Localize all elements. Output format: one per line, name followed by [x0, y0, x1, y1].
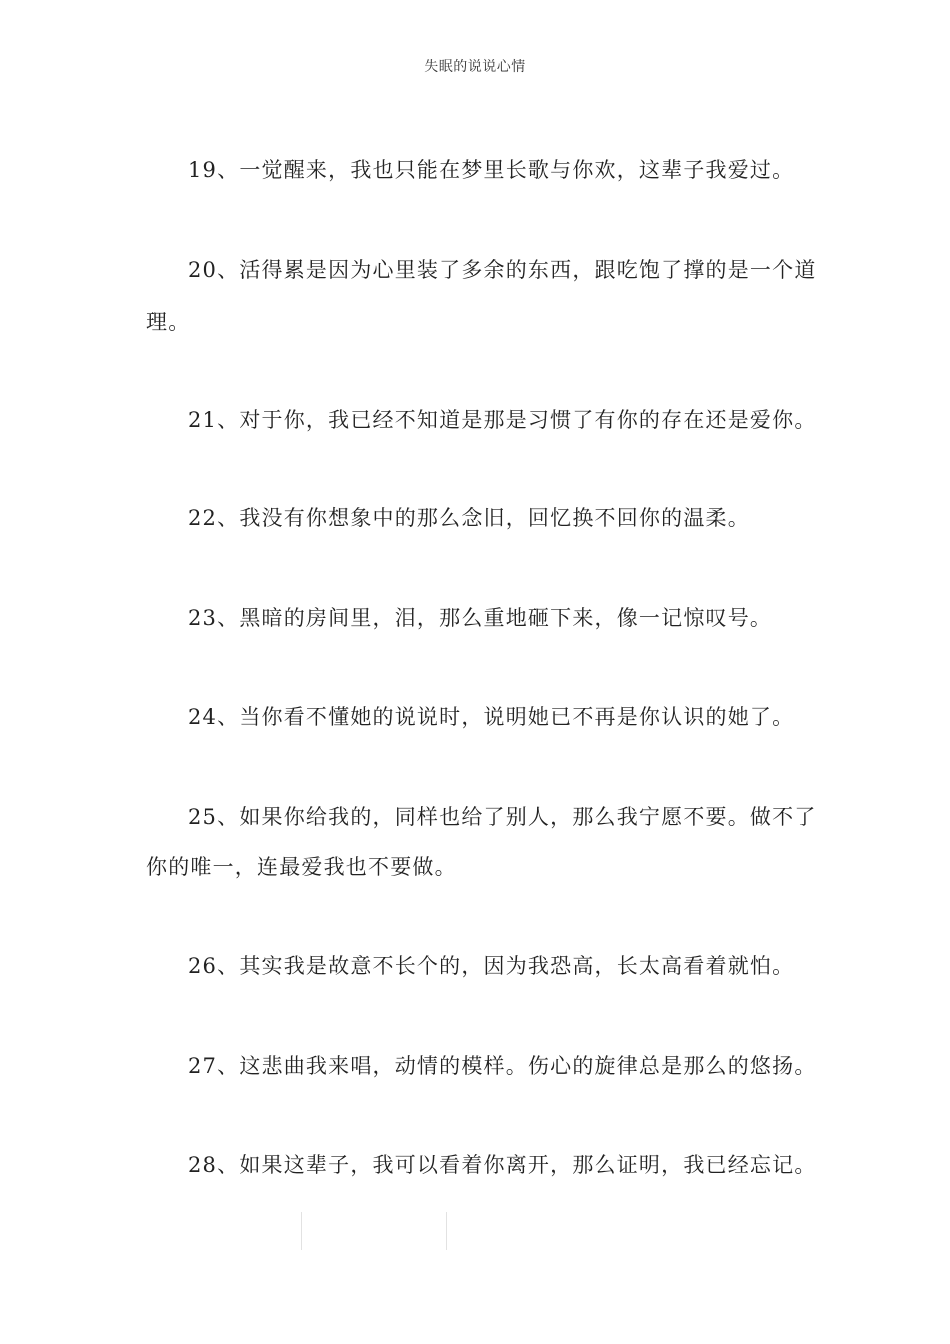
paragraph-27 — [146, 1046, 817, 1086]
paragraph-24 — [146, 697, 814, 737]
paragraph-26 — [146, 946, 814, 986]
paragraph-21 — [146, 400, 817, 440]
paragraph-line: 27、这悲曲我来唱，动情的模样。伤心的旋律总是那么的悠扬。 — [188, 1054, 817, 1078]
paragraph-20 — [146, 250, 817, 342]
paragraph-line: 19、一觉醒来，我也只能在梦里长歌与你欢，这辈子我爱过。 — [188, 158, 795, 182]
paragraph-line: 22、我没有你想象中的那么念旧，回忆换不回你的温柔。 — [188, 506, 750, 530]
paragraph-line: 24、当你看不懂她的说说时，说明她已不再是你认识的她了。 — [188, 705, 795, 729]
paragraph-22 — [146, 498, 814, 538]
paragraph-23 — [146, 598, 814, 638]
footer-divider-right — [446, 1212, 447, 1250]
paragraph-line: 28、如果这辈子，我可以看着你离开，那么证明，我已经忘记。 — [188, 1153, 817, 1177]
footer-divider-left — [301, 1212, 302, 1250]
paragraph-28 — [146, 1145, 817, 1185]
paragraph-line: 理。 — [146, 310, 191, 334]
page-header: 失眠的说说心情 — [424, 59, 526, 75]
paragraph-19 — [146, 150, 814, 190]
paragraph-line: 你的唯一，连最爱我也不要做。 — [146, 855, 457, 879]
paragraph-line: 25、如果你给我的，同样也给了别人，那么我宁愿不要。做不了 — [188, 805, 817, 829]
paragraph-line: 23、黑暗的房间里，泪，那么重地砸下来，像一记惊叹号。 — [188, 606, 773, 630]
paragraph-line: 26、其实我是故意不长个的，因为我恐高，长太高看着就怕。 — [188, 954, 795, 978]
paragraph-25 — [146, 797, 817, 887]
paragraph-line: 21、对于你，我已经不知道是那是习惯了有你的存在还是爱你。 — [188, 408, 817, 432]
paragraph-line: 20、活得累是因为心里装了多余的东西，跟吃饱了撑的是一个道 — [188, 258, 817, 282]
